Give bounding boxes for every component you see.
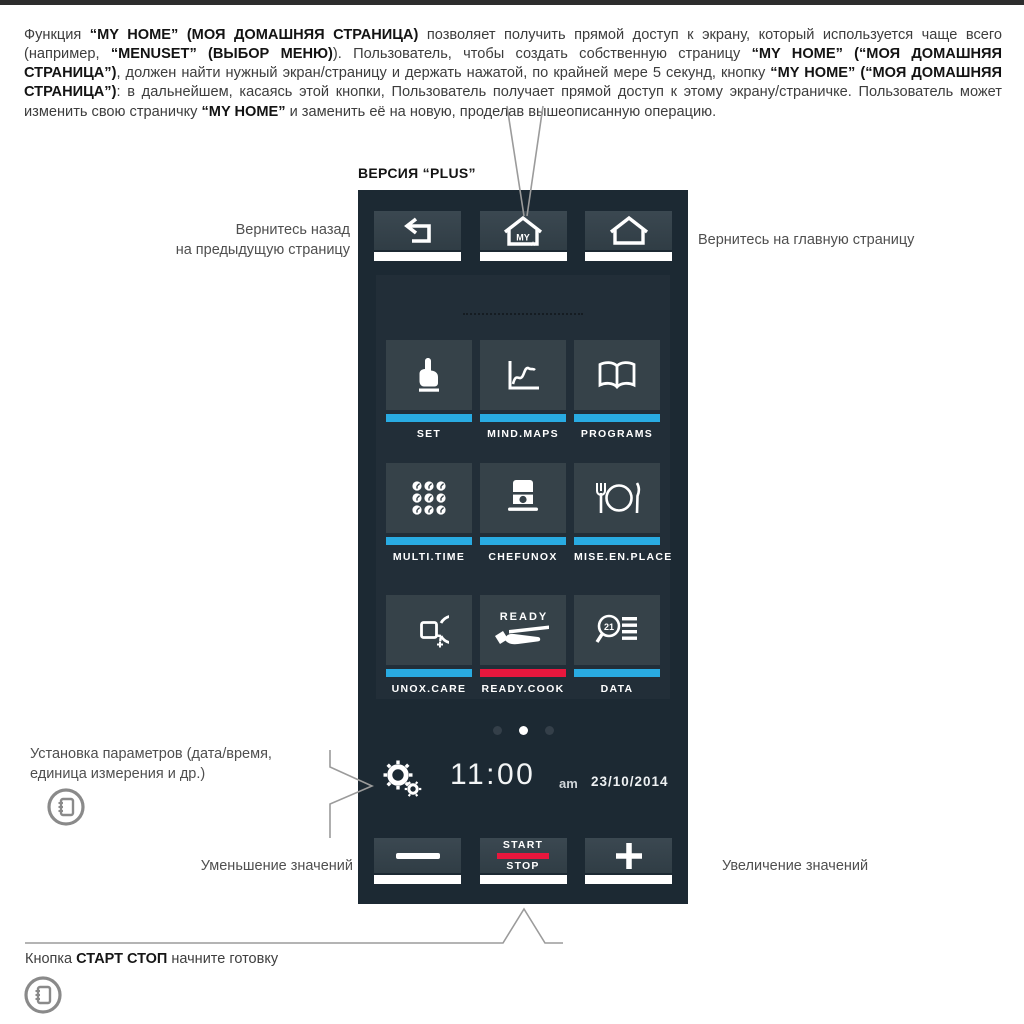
open-book-icon	[595, 359, 639, 391]
footer-note-bold: СТАРТ СТОП	[76, 951, 168, 967]
hand-tray-icon	[491, 608, 555, 652]
annotation-params	[30, 745, 272, 784]
annotation-home: Вернитесь на главную страницу	[698, 232, 915, 248]
page-dot-3[interactable]	[545, 726, 554, 735]
minus-underline	[374, 875, 461, 884]
pagination-dots	[358, 726, 688, 735]
chef-icon	[505, 478, 541, 518]
tile-label: DATA	[600, 683, 634, 695]
nav-row	[374, 211, 672, 261]
page-dot-2-active[interactable]	[519, 726, 528, 735]
footer-note-prefix: Кнопка	[25, 951, 77, 967]
cutlery-plate-icon	[593, 480, 641, 516]
nav-home-underline	[585, 252, 672, 261]
tile-unox-care[interactable]	[386, 595, 472, 695]
tile-label: CHEFUNOX	[488, 551, 558, 563]
red-indicator-bar	[497, 853, 549, 859]
time-display: 11:00	[450, 758, 536, 791]
clock-grid-icon	[409, 478, 449, 518]
plus-icon	[614, 841, 644, 871]
tile-accent-bar	[574, 537, 660, 545]
tile-mise-en-place[interactable]	[574, 463, 673, 563]
nav-myhome-button[interactable]	[480, 211, 567, 261]
plus-button[interactable]	[585, 838, 672, 884]
tile-accent-bar	[574, 669, 660, 677]
footer-note	[25, 951, 278, 967]
minus-icon	[396, 853, 440, 859]
start-stop-underline	[480, 875, 567, 884]
tile-set[interactable]	[386, 340, 472, 440]
start-stop-button[interactable]	[480, 838, 567, 884]
controls-row	[374, 838, 672, 884]
svg-text:21: 21	[603, 622, 615, 632]
rotate-square-icon	[409, 610, 449, 650]
tile-data[interactable]	[574, 595, 660, 695]
home-icon	[603, 214, 655, 248]
annotation-decrease: Уменьшение значений	[200, 858, 353, 874]
nav-back-button[interactable]	[374, 211, 461, 261]
tile-label: MISE.EN.PLACE	[574, 551, 673, 563]
page-top-rule	[0, 0, 1024, 5]
meridiem-label: am	[559, 776, 578, 791]
plus-underline	[585, 875, 672, 884]
tile-accent-bar	[386, 669, 472, 677]
tile-ready-cook[interactable]	[480, 595, 566, 695]
annotation-params-line1: Установка параметров (дата/время,	[30, 746, 272, 762]
nav-back-underline	[374, 252, 461, 261]
tile-mind-maps[interactable]	[480, 340, 566, 440]
intro-paragraph: Функция “MY HOME” (МОЯ ДОМАШНЯЯ СТРАНИЦА) позволяет получить прямой доступ к экрану, который используется чаще всего (например, “MENUSET” (ВЫБОР МЕНЮ)). Пользователь, чтобы создать собственную страницу “MY HOME” (“МОЯ ДОМАШНЯЯ СТРАНИЦА”), должен найти нужный экран/страницу и держать нажатой, по крайней мере 5 секунд, кнопку “MY HOME” (“МОЯ ДОМАШНЯЯ СТРАНИЦА”): в дальнейшем, касаясь этой кнопки, Пользователь получает прямой доступ к этому экрану/страничке. Пользователь может изменить свою страничку “MY HOME” и заменить её на новую, проделав вышеописанную операцию.	[24, 26, 1003, 120]
tile-chefunox[interactable]	[480, 463, 566, 563]
tile-programs[interactable]	[574, 340, 660, 440]
start-label: START	[502, 838, 544, 851]
faint-header-text	[358, 302, 688, 308]
oven-touch-panel	[358, 190, 688, 904]
manual-booklet-icon	[23, 975, 63, 1015]
press-hand-icon	[409, 355, 449, 395]
tile-accent-bar	[480, 414, 566, 422]
manual-booklet-icon	[46, 787, 86, 827]
svg-text:MY: MY	[516, 232, 530, 242]
annotation-back-line1: Вернитесь назад	[235, 222, 350, 238]
stop-label: STOP	[506, 859, 540, 872]
menu-grid-row-1	[386, 340, 660, 440]
tile-accent-bar	[386, 537, 472, 545]
tile-accent-bar	[480, 669, 566, 677]
minus-button[interactable]	[374, 838, 461, 884]
line-chart-icon	[503, 357, 543, 393]
annotation-increase: Увеличение значений	[722, 858, 869, 874]
annotation-params-line2: единица измерения и др.)	[30, 765, 206, 782]
svg-text:★: ★	[529, 240, 537, 248]
tile-label: UNOX.CARE	[391, 683, 467, 695]
tile-accent-bar	[574, 414, 660, 422]
settings-gear-icon[interactable]	[382, 760, 424, 798]
svg-text:READY: READY	[499, 611, 549, 623]
menu-grid-row-2	[386, 463, 673, 563]
page-dot-1[interactable]	[493, 726, 502, 735]
date-display: 23/10/2014	[591, 774, 669, 789]
footer-note-suffix: начните готовку	[167, 951, 279, 967]
annotation-back-line2: на предыдущую страницу	[175, 241, 350, 258]
my-home-icon	[497, 214, 549, 248]
version-label: ВЕРСИЯ “PLUS”	[358, 165, 476, 181]
annotation-back	[90, 221, 350, 260]
nav-home-button[interactable]	[585, 211, 672, 261]
tile-accent-bar	[480, 537, 566, 545]
tile-multi-time[interactable]	[386, 463, 472, 563]
tile-label: MIND.MAPS	[487, 428, 559, 440]
tile-label: READY.COOK	[481, 683, 565, 695]
tile-accent-bar	[386, 414, 472, 422]
tile-label: SET	[416, 428, 442, 440]
menu-grid-row-3	[386, 595, 660, 695]
magnifier-list-icon	[594, 612, 640, 648]
tile-label: PROGRAMS	[580, 428, 654, 440]
nav-myhome-underline	[480, 252, 567, 261]
tile-label: MULTI.TIME	[392, 551, 466, 563]
back-arrow-icon	[396, 216, 440, 246]
